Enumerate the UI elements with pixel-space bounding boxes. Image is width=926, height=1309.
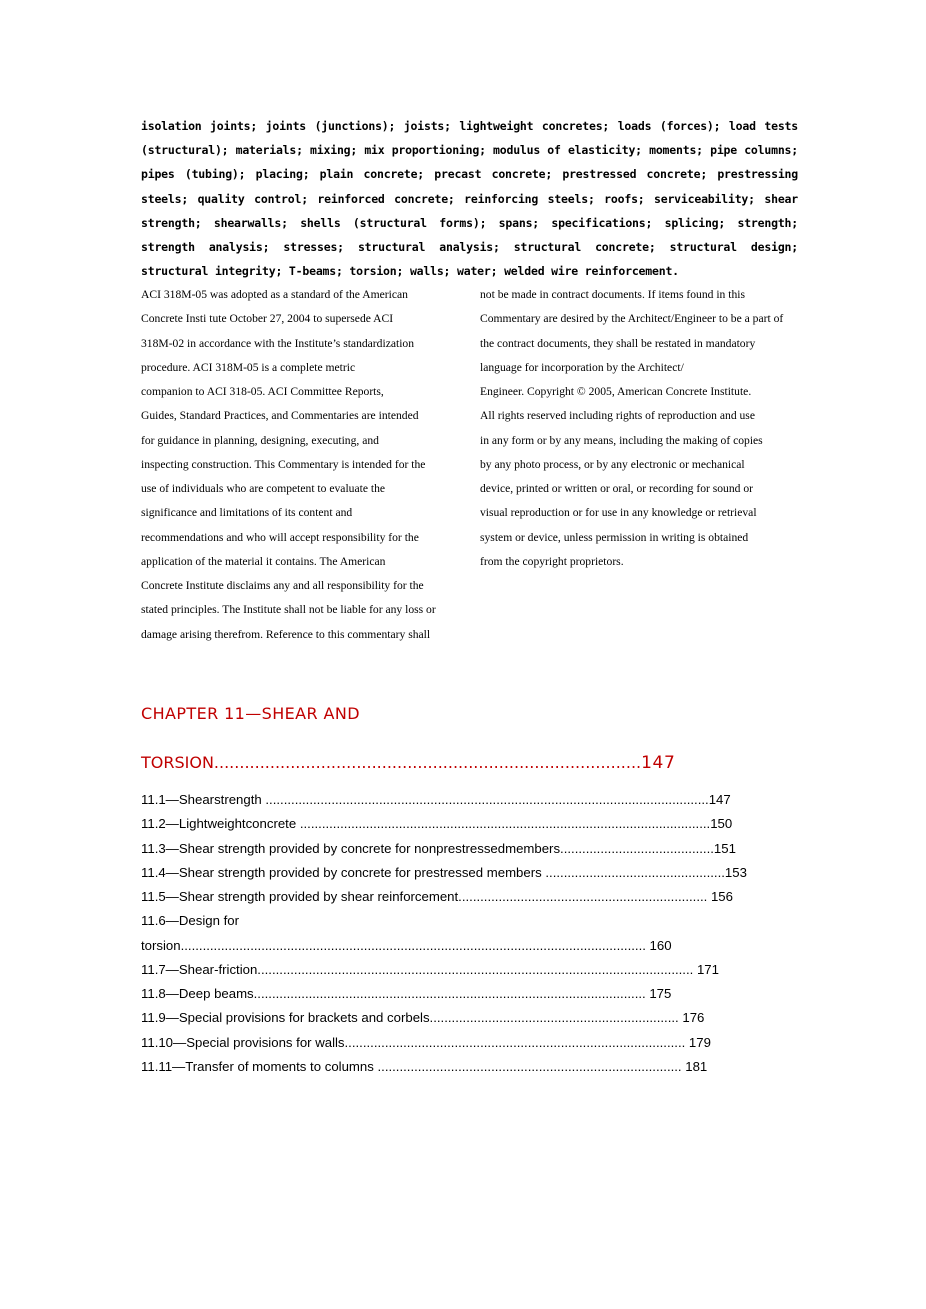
left-column-line: Concrete Insti tute October 27, 2004 to supersede ACI — [141, 312, 394, 326]
toc-entry[interactable]: 11.2—Lightweightconcrete ................................................................................................................150 — [141, 816, 733, 832]
toc-entry[interactable]: 11.4—Shear strength provided by concrete for prestressed members .................................................153 — [141, 864, 747, 880]
right-column-line: by any photo process, or by any electronic or mechanical — [480, 457, 745, 471]
toc-entry[interactable]: 11.11—Transfer of moments to columns ................................................................................... 181 — [141, 1058, 708, 1074]
left-column-line: for guidance in planning, designing, executing, and — [141, 433, 379, 447]
left-column-line: stated principles. The Institute shall not be liable for any loss or — [141, 603, 436, 617]
right-column-line: All rights reserved including rights of reproduction and use — [480, 409, 755, 423]
toc-entry[interactable]: 11.5—Shear strength provided by shear reinforcement.................................................................... 156 — [141, 889, 733, 904]
toc-entry[interactable]: 11.10—Special provisions for walls............................................................................................. 179 — [141, 1034, 711, 1050]
toc-entry[interactable]: 11.7—Shear-friction....................................................................................................................... 171 — [141, 961, 719, 977]
chapter-title-leader: TORSION.................................................................................... — [141, 753, 642, 772]
right-text-column — [480, 283, 800, 574]
right-column-line: language for incorporation by the Architect/ — [480, 360, 684, 374]
chapter-title: CHAPTER 11—SHEAR AND — [141, 704, 360, 723]
toc-entry[interactable]: 11.9—Special provisions for brackets and corbels.................................................................... 176 — [141, 1010, 705, 1026]
left-column-line: inspecting construction. This Commentary is intended for the — [141, 457, 426, 471]
left-column-line: use of individuals who are competent to evaluate the — [141, 482, 386, 495]
table-of-contents — [141, 788, 801, 1079]
left-column-line: ACI 318M-05 was adopted as a standard of the American — [141, 288, 408, 301]
right-column-line: not be made in contract documents. If items found in this — [480, 288, 745, 301]
chapter-heading-continued[interactable] — [141, 753, 675, 773]
left-column-line: damage arising therefrom. Reference to this commentary shall — [141, 627, 431, 641]
toc-entry[interactable]: torsion............................................................................................................................... 160 — [141, 937, 672, 953]
left-column-line: recommendations and who will accept responsibility for the — [141, 530, 419, 544]
right-column-line: Engineer. Copyright © 2005, American Concrete Institute. — [480, 385, 752, 398]
right-column-line: from the copyright proprietors. — [480, 554, 624, 568]
left-column-line: procedure. ACI 318M-05 is a complete metric — [141, 360, 356, 374]
keywords-paragraph: isolation joints; joints (junctions); joists; lightweight concretes; loads (forces); load tests (structural); materials; mixing; mix proportioning; modulus of elasticity; moments; pipe columns; pipes (tubing); placing; plain concrete; precast concrete; prestressed concrete; prestressing steels; quality control; reinforced concrete; reinforcing steels; roofs; serviceability; shear strength; shearwalls; shells (structural forms); spans; specifications; splicing; strength; strength analysis; stresses; structural analysis; structural concrete; structural design; structural integrity; T-beams; torsion; walls; water; welded wire reinforcement. — [141, 119, 798, 279]
toc-entry[interactable]: 11.6—Design for — [141, 913, 239, 929]
toc-entry[interactable]: 11.3—Shear strength provided by concrete for nonprestressedmembers..........................................151 — [141, 840, 736, 856]
left-column-line: application of the material it contains. The American — [141, 554, 386, 568]
left-column-line: Guides, Standard Practices, and Commentaries are intended — [141, 409, 419, 423]
left-column-line: significance and limitations of its content and — [141, 506, 353, 520]
left-column-line: 318M-02 in accordance with the Institute’s standardization — [141, 336, 415, 350]
right-column-line: device, printed or written or oral, or recording for sound or — [480, 482, 754, 495]
right-column-line: in any form or by any means, including the making of copies — [480, 433, 763, 447]
toc-entry[interactable]: 11.1—Shearstrength .........................................................................................................................147 — [141, 792, 731, 807]
chapter-heading[interactable] — [141, 704, 360, 723]
left-text-column — [141, 283, 457, 647]
chapter-page-number: 147 — [641, 753, 676, 773]
right-column-line: visual reproduction or for use in any knowledge or retrieval — [480, 506, 757, 520]
right-column-line: the contract documents, they shall be restated in mandatory — [480, 336, 756, 350]
right-column-line: Commentary are desired by the Architect/Engineer to be a part of — [480, 312, 784, 326]
toc-entry[interactable]: 11.8—Deep beams........................................................................................................... 175 — [141, 986, 672, 1001]
right-column-line: system or device, unless permission in writing is obtained — [480, 530, 749, 544]
left-column-line: companion to ACI 318-05. ACI Committee Reports, — [141, 385, 384, 398]
left-column-line: Concrete Institute disclaims any and all responsibility for the — [141, 579, 424, 592]
